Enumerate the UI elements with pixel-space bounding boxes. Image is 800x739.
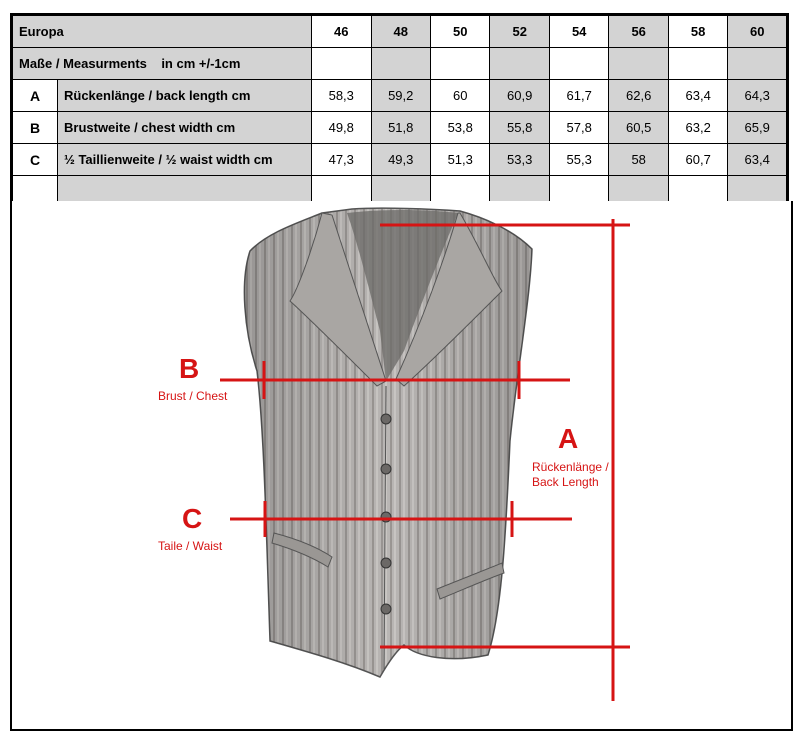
marker-letter-b: B — [179, 353, 200, 384]
value-cell: 51,3 — [430, 144, 489, 176]
empty-cell — [609, 48, 668, 80]
row-label: Brustweite / chest width cm — [58, 112, 312, 144]
size-header: 52 — [490, 15, 549, 48]
row-label: Rückenlänge / back length cm — [58, 80, 312, 112]
empty-cell — [728, 48, 788, 80]
value-cell: 59,2 — [371, 80, 430, 112]
value-cell: 53,3 — [490, 144, 549, 176]
value-cell: 63,2 — [668, 112, 727, 144]
size-header: 56 — [609, 15, 668, 48]
value-cell: 49,3 — [371, 144, 430, 176]
empty-cell — [668, 48, 727, 80]
value-cell: 57,8 — [549, 112, 608, 144]
value-cell: 60,9 — [490, 80, 549, 112]
subheader-row — [12, 48, 788, 80]
table-header-row — [12, 15, 788, 48]
value-cell: 58,3 — [312, 80, 371, 112]
measurement-row-a — [12, 80, 788, 112]
chest-label: Brust / Chest — [158, 389, 228, 403]
measurements-subheader: Maße / Measurments in cm +/-1cm — [12, 48, 312, 80]
value-cell: 63,4 — [668, 80, 727, 112]
value-cell: 51,8 — [371, 112, 430, 144]
empty-cell — [312, 48, 371, 80]
value-cell: 62,6 — [609, 80, 668, 112]
row-letter: A — [12, 80, 58, 112]
value-cell: 58 — [609, 144, 668, 176]
waist-label: Taile / Waist — [158, 539, 223, 553]
size-header: 50 — [430, 15, 489, 48]
value-cell: 53,8 — [430, 112, 489, 144]
value-cell: 55,8 — [490, 112, 549, 144]
empty-cell — [549, 48, 608, 80]
region-label: Europa — [12, 15, 312, 48]
row-label: ½ Taillienweite / ½ waist width cm — [58, 144, 312, 176]
size-header: 54 — [549, 15, 608, 48]
value-cell: 64,3 — [728, 80, 788, 112]
measurement-row-b — [12, 112, 788, 144]
size-header: 48 — [371, 15, 430, 48]
vest-body — [244, 208, 532, 677]
back-length-label-line2: Back Length — [532, 475, 599, 489]
size-chart-table — [10, 13, 789, 210]
marker-letter-c: C — [182, 503, 203, 534]
value-cell: 49,8 — [312, 112, 371, 144]
value-cell: 47,3 — [312, 144, 371, 176]
value-cell: 60,5 — [609, 112, 668, 144]
measurement-row-c — [12, 144, 788, 176]
size-header: 46 — [312, 15, 371, 48]
empty-cell — [430, 48, 489, 80]
value-cell: 60,7 — [668, 144, 727, 176]
empty-cell — [490, 48, 549, 80]
empty-cell — [371, 48, 430, 80]
value-cell: 65,9 — [728, 112, 788, 144]
value-cell: 60 — [430, 80, 489, 112]
size-header: 58 — [668, 15, 727, 48]
value-cell: 63,4 — [728, 144, 788, 176]
size-header: 60 — [728, 15, 788, 48]
back-length-label-line1: Rückenlänge / — [532, 460, 609, 474]
marker-letter-a: A — [558, 423, 579, 454]
vest-measurement-diagram — [10, 201, 793, 731]
value-cell: 61,7 — [549, 80, 608, 112]
value-cell: 55,3 — [549, 144, 608, 176]
row-letter: B — [12, 112, 58, 144]
vest-illustration — [12, 201, 791, 729]
row-letter: C — [12, 144, 58, 176]
